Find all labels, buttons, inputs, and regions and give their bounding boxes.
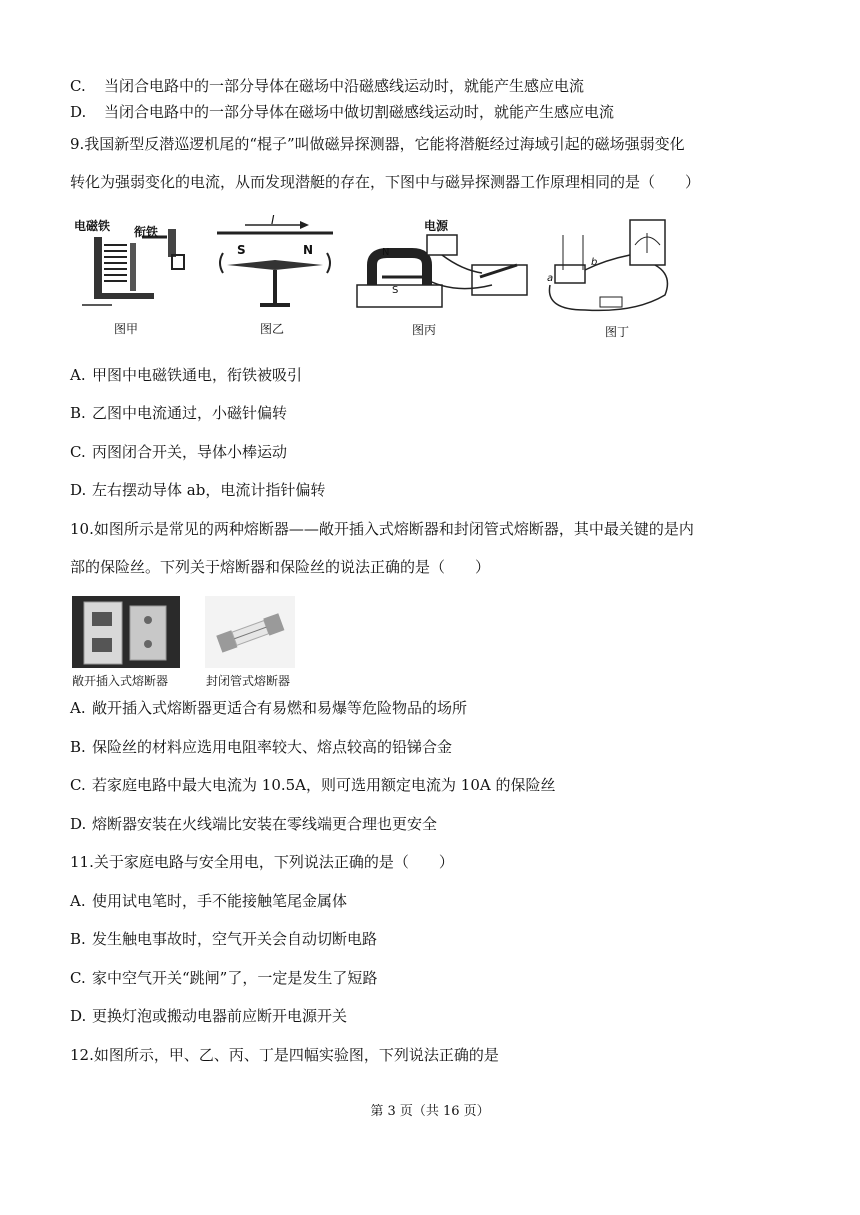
label-current: I — [271, 213, 275, 227]
caption-tube-fuse: 封闭管式熔断器 — [206, 674, 291, 688]
page-footer: 第 3 页（共 16 页） — [370, 1104, 490, 1119]
label-magnet-s: S — [392, 285, 399, 296]
tube-fuse-image — [205, 596, 295, 668]
caption-bing: 图丙 — [412, 323, 437, 337]
q9-option-b: B. 乙图中电流通过，小磁针偏转 — [70, 404, 288, 422]
label-armature: 衔铁 — [134, 225, 159, 239]
q9-option-d: D. 左右摆动导体 ab，电流计指针偏转 — [70, 481, 326, 499]
open-fuse-image — [72, 596, 180, 668]
label-s: S — [237, 243, 246, 257]
q9-stem-line2: 转化为强弱变化的电流，从而发现潜艇的存在，下图中与磁异探测器工作原理相同的是（ ） — [70, 173, 701, 191]
q9-stem-line1: 9.我国新型反潜巡逻机尾的“棍子”叫做磁异探测器，它能将潜艇经过海域引起的磁场强弱变化 — [70, 135, 685, 153]
q8-option-c: C. 当闭合电路中的一部分导体在磁场中沿磁感线运动时，就能产生感应电流 — [70, 77, 585, 95]
q11-option-d: D. 更换灯泡或搬动电器前应断开电源开关 — [70, 1007, 348, 1025]
q11-option-c: C. 家中空气开关“跳闸”了，一定是发生了短路 — [70, 969, 378, 987]
figure-jia — [72, 215, 192, 340]
label-n: N — [303, 243, 314, 257]
label-b: b — [591, 257, 598, 268]
q10-option-a: A. 敞开插入式熔断器更适合有易燃和易爆等危险物品的场所 — [70, 699, 468, 717]
caption-open-fuse: 敞开插入式熔断器 — [72, 674, 169, 688]
q11-stem: 11.关于家庭电路与安全用电，下列说法正确的是（ ） — [70, 853, 454, 871]
q12-stem: 12.如图所示，甲、乙、丙、丁是四幅实验图，下列说法正确的是 — [70, 1046, 499, 1064]
q10-stem-line2: 部的保险丝。下列关于熔断器和保险丝的说法正确的是（ ） — [70, 558, 491, 576]
galvanometer-diagram — [545, 215, 675, 315]
caption-jia: 图甲 — [114, 322, 139, 336]
q9-option-a: A. 甲图中电磁铁通电，衔铁被吸引 — [70, 366, 303, 384]
q10-option-b: B. 保险丝的材料应选用电阻率较大、熔点较高的铅锑合金 — [70, 738, 453, 756]
caption-ding: 图丁 — [605, 325, 630, 339]
q10-option-d: D. 熔断器安装在火线端比安装在零线端更合理也更安全 — [70, 815, 438, 833]
figure-yi — [215, 215, 335, 340]
figure-ding — [545, 215, 675, 340]
q10-option-c: C. 若家庭电路中最大电流为 10.5A，则可选用额定电流为 10A 的保险丝 — [70, 776, 556, 794]
photo-tube-fuse — [205, 596, 295, 668]
q11-option-b: B. 发生触电事故时，空气开关会自动切断电路 — [70, 930, 378, 948]
label-electromagnet: 电磁铁 — [74, 219, 111, 233]
q10-stem-line1: 10.如图所示是常见的两种熔断器——敞开插入式熔断器和封闭管式熔断器，其中最关键的是内 — [70, 520, 694, 538]
label-power: 电源 — [424, 219, 449, 233]
q9-option-c: C. 丙图闭合开关，导体小棒运动 — [70, 443, 288, 461]
caption-yi: 图乙 — [260, 322, 285, 336]
q11-option-a: A. 使用试电笔时，手不能接触笔尾金属体 — [70, 892, 348, 910]
q8-option-d: D. 当闭合电路中的一部分导体在磁场中做切割磁感线运动时，就能产生感应电流 — [70, 103, 615, 121]
figure-bing — [352, 215, 532, 340]
compass-wire-diagram — [215, 215, 335, 315]
label-a: a — [547, 273, 554, 284]
label-magnet-n: N — [382, 247, 390, 258]
photo-open-fuse — [72, 596, 180, 668]
